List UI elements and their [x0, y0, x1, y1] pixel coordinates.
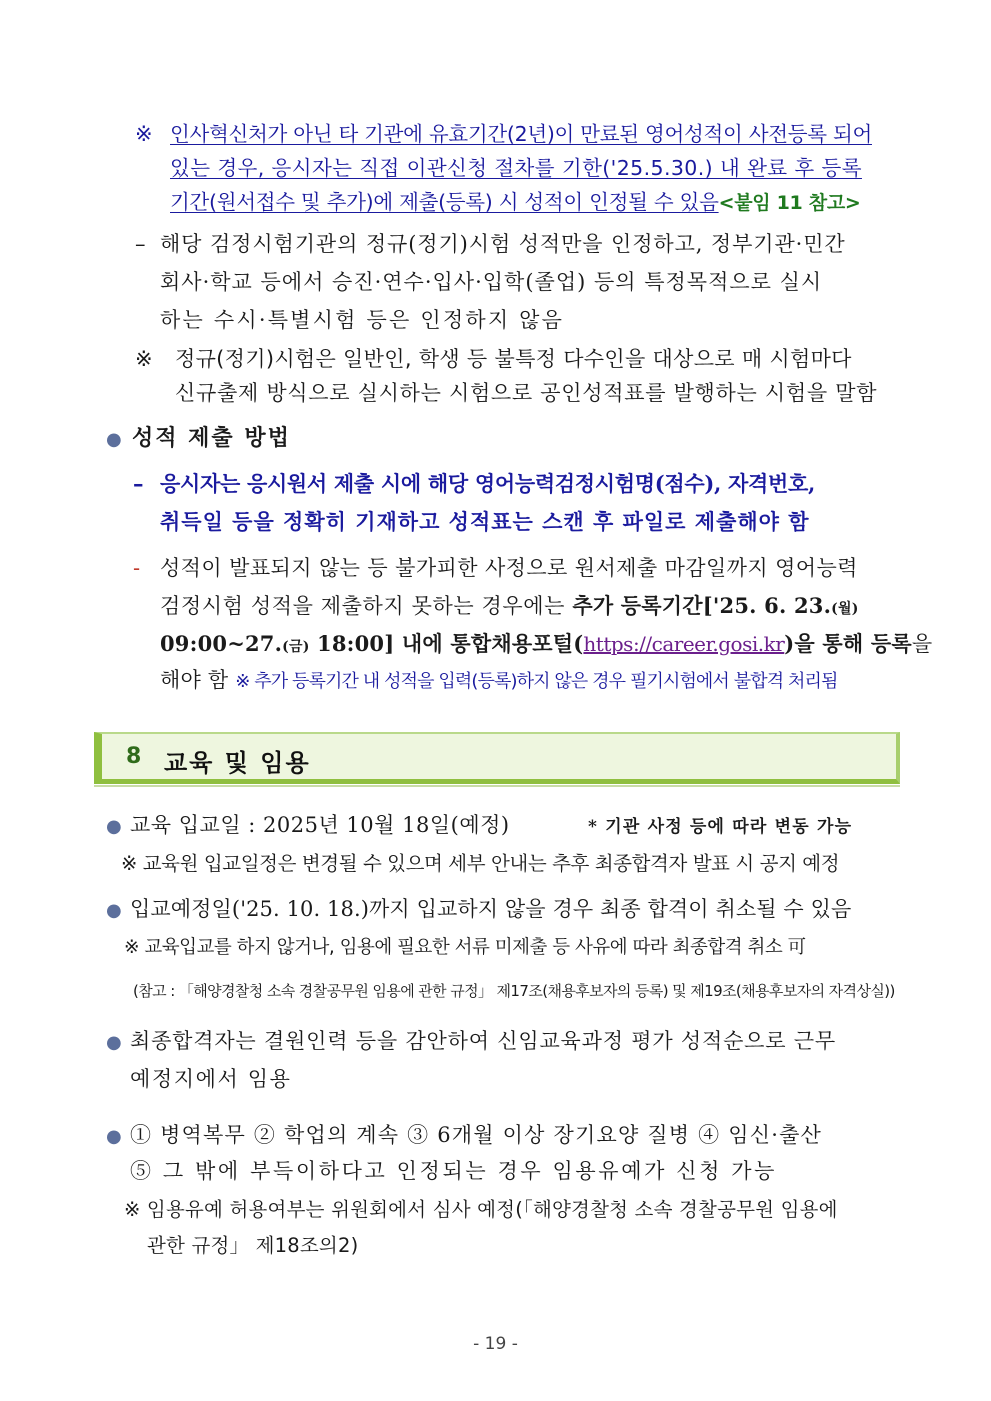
bullet-icon: ● — [106, 900, 122, 921]
body-text-line — [160, 665, 837, 697]
body-text: 하는 수시·특별시험 등은 인정하지 않음 — [160, 308, 565, 332]
bullet-icon: ● — [106, 429, 122, 450]
body-text: 해당 검정시험기관의 정규(정기)시험 성적만을 인정하고, 정부기관·민간 — [160, 232, 846, 256]
warning-note: ※ 추가 등록기간 내 성적을 입력(등록)하지 않은 경우 필기시험에서 불합격 처리됨 — [235, 671, 838, 692]
dash-mark: – — [133, 471, 144, 496]
note-text: 정규(정기)시험은 일반인, 학생 등 불특정 다수인을 대상으로 매 시험마다 — [175, 347, 852, 371]
note-mark: ※ — [135, 122, 153, 146]
section-header — [94, 732, 900, 784]
section-divider — [94, 785, 900, 787]
regulation-reference: (참고 : 「해양경찰청 소속 경찰공무원 임용에 관한 규정」 제17조(채용후보자의 등록) 및 제19조(채용후보자의 자격상실)) — [133, 982, 895, 1000]
body-text: 해야 함 — [160, 668, 236, 692]
deadline-text: 18:00] 내에 통합채용포털( — [309, 631, 584, 656]
bullet-icon: ● — [106, 816, 122, 837]
note-text: 인사혁신처가 아닌 타 기관에 유효기간(2년)이 만료된 영어성적이 사전등록 되어 — [170, 122, 872, 146]
note-text: ※ 교육입교를 하지 않거나, 임용에 필요한 서류 미제출 등 사유에 따라 최종합격 취소 可 — [124, 937, 806, 958]
emphasized-text: 응시자는 응시원서 제출 시에 해당 영어능력검정시험명(점수), 자격번호, — [160, 471, 815, 496]
footnote-text: * 기관 사정 등에 따라 변동 가능 — [588, 817, 853, 837]
dash-mark: - — [133, 556, 141, 580]
subsection-heading: 성적 제출 방법 — [132, 425, 291, 451]
body-text-line — [160, 591, 859, 624]
body-text: 회사·학교 등에서 승진·연수·입사·입학(졸업) 등의 특정목적으로 실시 — [160, 270, 823, 294]
body-text: 을 — [911, 632, 933, 656]
body-text: 입교예정일('25. 10. 18.)까지 입교하지 않을 경우 최종 합격이 취소될 수 있음 — [130, 897, 852, 921]
deadline-text: )을 통해 등록 — [784, 631, 912, 656]
weekday-text: (월) — [831, 601, 859, 617]
dash-mark: – — [135, 232, 146, 256]
page-number: - 19 - — [473, 1334, 518, 1354]
weekday-text: (금) — [282, 639, 310, 655]
note-mark: ※ — [135, 347, 153, 371]
section-number: 8 — [126, 744, 142, 769]
body-text: 교육 입교일 : 2025년 10월 18일(예정) — [130, 813, 510, 837]
note-text-line — [170, 187, 861, 218]
emphasized-text: 취득일 등을 정확히 기재하고 성적표는 스캔 후 파일로 제출해야 함 — [160, 509, 810, 534]
body-text: ① 병역복무 ② 학업의 계속 ③ 6개월 이상 장기요양 질병 ④ 임신·출산 — [130, 1123, 823, 1147]
note-text: ※ 임용유예 허용여부는 위원회에서 심사 예정(「해양경찰청 소속 경찰공무원 임용에 — [124, 1198, 838, 1221]
attachment-reference: <붙임 11 참고> — [718, 192, 861, 214]
body-text: 예정지에서 임용 — [130, 1067, 292, 1091]
deadline-text: 09:00~27. — [160, 631, 283, 656]
body-text: 성적이 발표되지 않는 등 불가피한 사정으로 원서제출 마감일까지 영어능력 — [160, 556, 858, 580]
deadline-text: 추가 등록기간['25. 6. 23. — [572, 593, 832, 618]
body-text: 최종합격자는 결원인력 등을 감안하여 신임교육과정 평가 성적순으로 근무 — [130, 1029, 836, 1053]
note-text: ※ 교육원 입교일정은 변경될 수 있으며 세부 안내는 추후 최종합격자 발표 시 공지 예정 — [121, 852, 840, 875]
bullet-icon: ● — [106, 1032, 122, 1053]
body-text: ⑤ 그 밖에 부득이하다고 인정되는 경우 임용유예가 신청 가능 — [130, 1159, 778, 1183]
section-title: 교육 및 임용 — [164, 749, 311, 777]
note-text: 신규출제 방식으로 실시하는 시험으로 공인성적표를 발행하는 시험을 말함 — [175, 381, 878, 405]
career-portal-link[interactable]: https://career.gosi.kr — [583, 632, 785, 656]
note-text: 있는 경우, 응시자는 직접 이관신청 절차를 기한('25.5.30.) 내 완료 후 등록 — [170, 156, 862, 180]
body-text-line — [160, 629, 932, 662]
body-text: 검정시험 성적을 제출하지 못하는 경우에는 — [160, 594, 573, 618]
note-text: 관한 규정」 제18조의2) — [147, 1234, 359, 1257]
bullet-icon: ● — [106, 1126, 122, 1147]
note-text: 기간(원서접수 및 추가)에 제출(등록) 시 성적이 인정될 수 있음 — [170, 190, 719, 214]
